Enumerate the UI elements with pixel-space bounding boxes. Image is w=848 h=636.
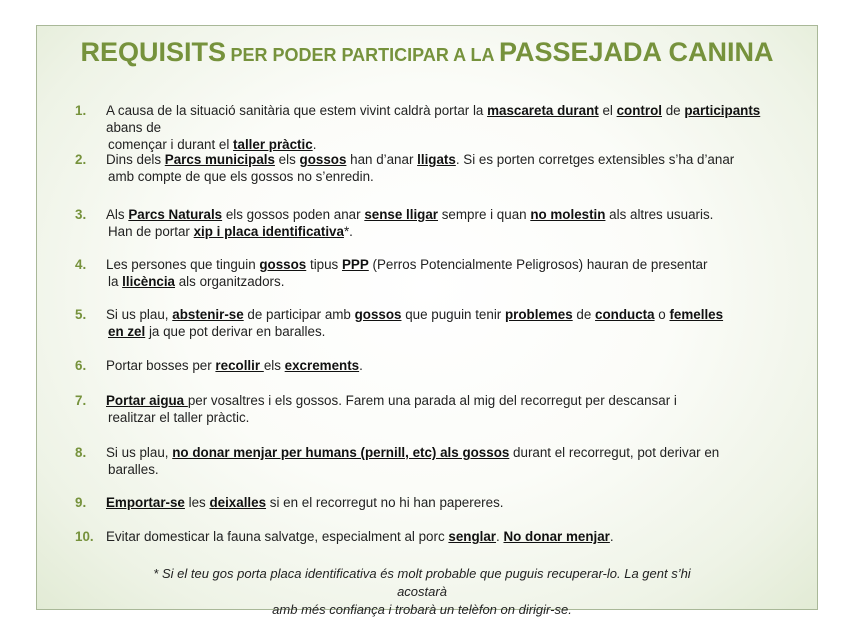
plain-text: Si us plau, — [106, 307, 173, 322]
emphasized-text: gossos — [259, 257, 307, 272]
emphasized-text: problemes — [504, 307, 573, 322]
item-text — [106, 494, 796, 511]
plain-text: tipus — [306, 257, 342, 272]
plain-text: els gossos poden anar — [222, 207, 365, 222]
plain-text: han d’anar — [346, 152, 418, 167]
plain-text: abans de — [106, 120, 162, 135]
item-number: 4. — [75, 257, 87, 272]
plain-text: si en el recorregut no hi han papereres. — [266, 495, 504, 510]
item-line-1 — [106, 528, 796, 545]
emphasized-text: femelles — [669, 307, 724, 322]
plain-text: . — [496, 529, 504, 544]
item-number: 10. — [75, 529, 94, 544]
plain-text: o — [654, 307, 670, 322]
item-line-1 — [106, 206, 796, 223]
item-line-1 — [106, 306, 796, 323]
plain-text: *. — [343, 224, 353, 239]
plain-text: de participar amb — [243, 307, 355, 322]
requirements-card — [36, 25, 818, 617]
plain-text: Als — [106, 207, 129, 222]
emphasized-text: PPP — [341, 257, 369, 272]
plain-text: que puguin tenir — [401, 307, 505, 322]
plain-text: . Si es porten corretges extensibles s’ha d’anar — [455, 152, 735, 167]
plain-text: començar i durant el — [108, 137, 234, 152]
plain-text: sempre i quan — [438, 207, 531, 222]
emphasized-text: Parcs municipals — [164, 152, 275, 167]
plain-text: Portar bosses per — [106, 358, 216, 373]
item-text — [106, 444, 796, 478]
item-number: 5. — [75, 307, 87, 322]
item-text — [106, 206, 796, 240]
plain-text: . — [359, 358, 363, 373]
item-line-2 — [106, 273, 796, 290]
title-part-passejada: PASSEJADA CANINA — [498, 37, 774, 67]
emphasized-text: no molestin — [530, 207, 606, 222]
title-part-requisits: REQUISITS — [80, 37, 227, 67]
plain-text: (Perros Potencialmente Peligrosos) hauran de presentar — [368, 257, 708, 272]
emphasized-text: excrements — [284, 358, 360, 373]
plain-text: baralles. — [108, 462, 159, 477]
emphasized-text: Portar aigua — [106, 393, 188, 408]
plain-text: Han de portar — [108, 224, 194, 239]
emphasized-text: mascareta durant — [487, 103, 599, 118]
footnote — [127, 565, 717, 619]
plain-text: Evitar domesticar la fauna salvatge, especialment al porc — [106, 529, 449, 544]
item-text — [106, 102, 796, 153]
plain-text: . — [312, 137, 317, 152]
plain-text: Si us plau, — [106, 445, 173, 460]
item-line-2 — [106, 168, 796, 185]
item-line-1 — [106, 151, 796, 168]
emphasized-text: taller pràctic — [233, 137, 313, 152]
emphasized-text: conducta — [595, 307, 655, 322]
item-line-1 — [106, 444, 796, 461]
item-line-2 — [106, 461, 796, 478]
emphasized-text: lligats — [417, 152, 456, 167]
emphasized-text: abstenir-se — [172, 307, 244, 322]
emphasized-text: No donar menjar — [503, 529, 610, 544]
plain-text: . — [609, 529, 614, 544]
emphasized-text: participants — [684, 103, 761, 118]
item-line-2 — [106, 223, 796, 240]
item-number: 2. — [75, 152, 87, 167]
emphasized-text: sense lligar — [364, 207, 439, 222]
plain-text: realitzar el taller pràctic. — [108, 410, 250, 425]
item-number: 9. — [75, 495, 87, 510]
emphasized-text: Emportar-se — [106, 495, 185, 510]
plain-text: el — [598, 103, 617, 118]
plain-text: amb compte de que els gossos no s’enredin. — [108, 169, 374, 184]
page-title — [37, 37, 817, 68]
emphasized-text: en zel — [108, 324, 146, 339]
plain-text: de — [572, 307, 596, 322]
plain-text: ja que pot derivar en baralles. — [145, 324, 326, 339]
item-number: 8. — [75, 445, 87, 460]
emphasized-text: gossos — [354, 307, 402, 322]
plain-text: per vosaltres i els gossos. Farem una parada al mig del recorregut per descansar i — [187, 393, 677, 408]
item-number: 3. — [75, 207, 87, 222]
item-line-2 — [106, 409, 796, 426]
plain-text: durant el recorregut, pot derivar en — [509, 445, 720, 460]
emphasized-text: deixalles — [209, 495, 267, 510]
item-number: 1. — [75, 103, 87, 118]
plain-text: els — [274, 152, 300, 167]
item-text — [106, 256, 796, 290]
plain-text: Les persones que tinguin — [106, 257, 260, 272]
emphasized-text: xip i placa identificativa — [193, 224, 344, 239]
plain-text: als organitzadors. — [175, 274, 285, 289]
item-number: 6. — [75, 358, 87, 373]
plain-text: els — [263, 358, 285, 373]
item-text — [106, 392, 796, 426]
emphasized-text: llicència — [122, 274, 176, 289]
item-line-1 — [106, 392, 796, 409]
plain-text: les — [184, 495, 210, 510]
plain-text: als altres usuaris. — [605, 207, 714, 222]
title-part-middle: PER PODER PARTICIPAR A LA — [230, 45, 495, 65]
plain-text: la — [108, 274, 123, 289]
item-line-2 — [106, 323, 796, 340]
emphasized-text: Parcs Naturals — [128, 207, 223, 222]
footnote-line-1: * Si el teu gos porta placa identificativa és molt probable que puguis recuperar-lo. La gent s’hi acostarà — [153, 566, 691, 599]
item-line-1 — [106, 256, 796, 273]
plain-text: Dins dels — [106, 152, 165, 167]
plain-text: de — [662, 103, 685, 118]
item-line-1 — [106, 357, 796, 374]
plain-text: A causa de la situació sanitària que estem vivint caldrà portar la — [106, 103, 488, 118]
item-number: 7. — [75, 393, 87, 408]
emphasized-text: no donar menjar per humans (pernill, etc) als gossos — [172, 445, 510, 460]
item-text — [106, 357, 796, 374]
emphasized-text: recollir — [215, 358, 264, 373]
item-text — [106, 151, 796, 185]
item-text — [106, 306, 796, 340]
footnote-line-2: amb més confiança i trobarà un telèfon on dirigir-se. — [272, 602, 572, 617]
item-line-1 — [106, 102, 796, 136]
item-text — [106, 528, 796, 545]
item-line-1 — [106, 494, 796, 511]
emphasized-text: gossos — [299, 152, 347, 167]
emphasized-text: senglar — [448, 529, 497, 544]
emphasized-text: control — [616, 103, 662, 118]
